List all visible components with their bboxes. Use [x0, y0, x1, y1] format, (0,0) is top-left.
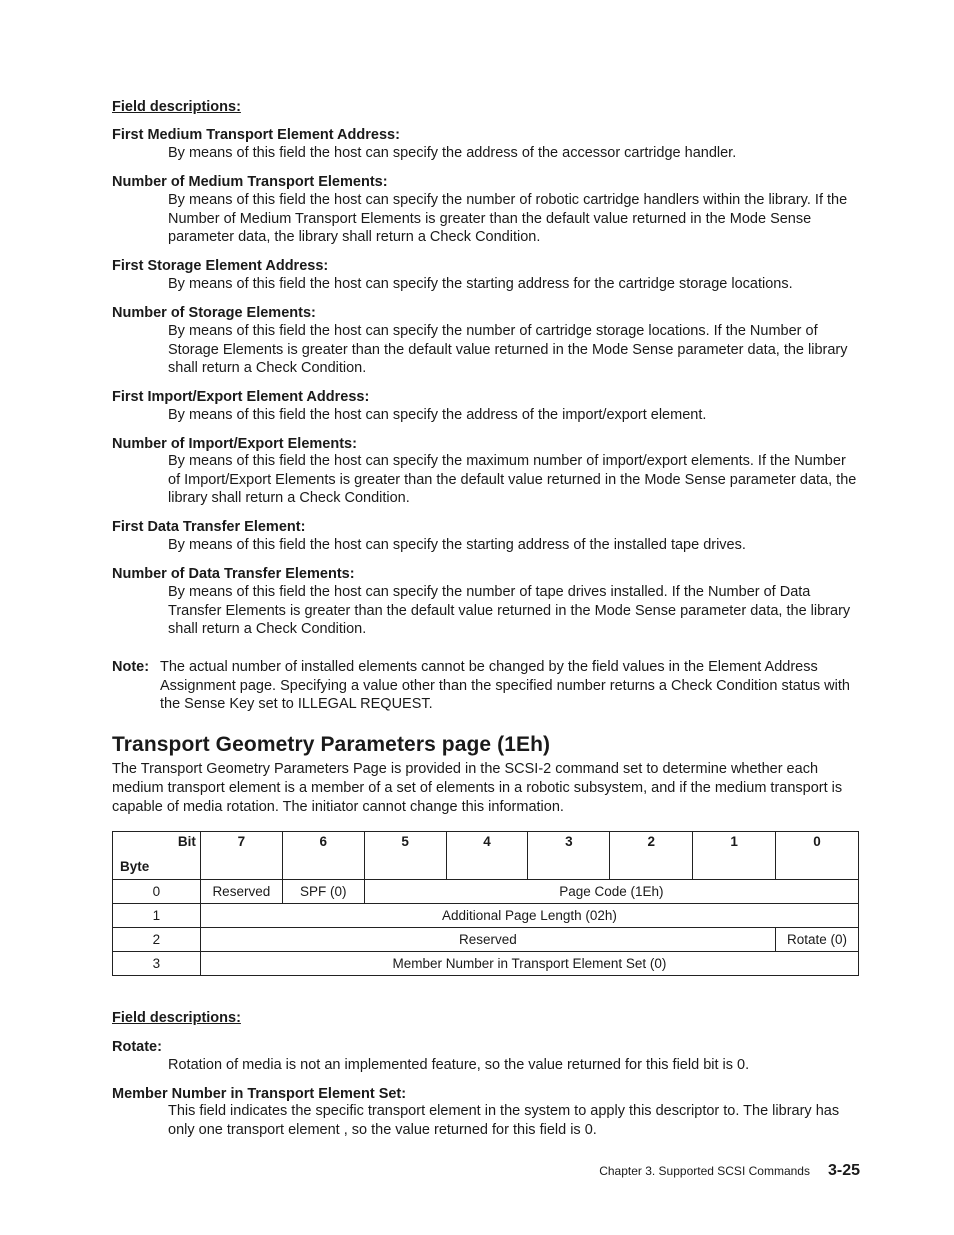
byte-number: 3 [113, 952, 201, 976]
section-title: Transport Geometry Parameters page (1Eh) [112, 733, 551, 756]
table-header-row [113, 832, 859, 880]
field-descriptions-heading: Field descriptions: [112, 99, 241, 115]
field-descriptions-heading: Field descriptions: [112, 1010, 241, 1026]
field-term: Member Number in Transport Element Set: [112, 1086, 407, 1102]
field-description: Rotation of media is not an implemented feature, so the value returned for this field bit is 0. [168, 1057, 750, 1073]
page-footer [585, 1162, 860, 1180]
field-term: Number of Import/Export Elements: [112, 436, 357, 452]
page-length-cell: Additional Page Length (02h) [200, 904, 858, 928]
register-table [112, 831, 859, 976]
spf-cell: SPF (0) [282, 880, 364, 904]
field-description: By means of this field the host can specify the starting address for the cartridge storage locations. [168, 276, 793, 292]
field-term: Number of Data Transfer Elements: [112, 566, 355, 582]
field-term: First Storage Element Address: [112, 258, 329, 274]
bit-label: Bit [177, 834, 196, 849]
table-row [113, 928, 859, 952]
field-term: Rotate: [112, 1039, 162, 1055]
field-description: This field indicates the specific transport element in the system to apply this descriptor to. The library has only one transport element , so the value returned for this field is 0. [168, 1103, 840, 1138]
page-code-cell: Page Code (1Eh) [364, 880, 858, 904]
field-term: First Medium Transport Element Address: [112, 127, 400, 143]
field-description: By means of this field the host can specify the address of the accessor cartridge handler. [168, 145, 737, 161]
bit-number: 6 [282, 832, 364, 880]
byte-label: Byte [120, 859, 150, 874]
reserved-cell: Reserved [200, 928, 775, 952]
field-term: First Data Transfer Element: [112, 519, 306, 535]
field-description: By means of this field the host can specify the maximum number of import/export elements. If the Number of Import/Export Elements is greater than the default value returned in the Mode Sense parameter data, the library shall return a Check Condition. [168, 453, 857, 507]
member-number-cell: Member Number in Transport Element Set (0) [200, 952, 858, 976]
note-label: Note: [112, 659, 150, 675]
chapter-title: Chapter 3. Supported SCSI Commands [599, 1164, 810, 1178]
rotate-cell: Rotate (0) [776, 928, 859, 952]
field-term: Number of Storage Elements: [112, 305, 316, 321]
table-row [113, 904, 859, 928]
page-number: 3-25 [827, 1162, 860, 1179]
byte-number: 1 [113, 904, 201, 928]
table-row [113, 952, 859, 976]
bit-number: 5 [364, 832, 446, 880]
byte-number: 2 [113, 928, 201, 952]
section-intro: The Transport Geometry Parameters Page is provided in the SCSI-2 command set to determine whether each medium transport element is a member of a set of elements in a robotic subsystem, and if the medium transport is capable of media rotation. The initiator cannot change this information. [112, 761, 843, 815]
reserved-cell: Reserved [200, 880, 282, 904]
bit-byte-corner [113, 832, 201, 880]
field-description: By means of this field the host can specify the address of the import/export element. [168, 407, 707, 423]
field-description: By means of this field the host can specify the number of cartridge storage locations. If the Number of Storage Elements is greater than the default value returned in the Mode Sense parameter data, the library shall return a Check Condition. [168, 323, 848, 377]
field-description: By means of this field the host can specify the number of tape drives installed. If the Number of Data Transfer Elements is greater than the default value returned in the Mode Sense parameter data, the library shall return a Check Condition. [168, 584, 851, 638]
field-term: Number of Medium Transport Elements: [112, 174, 388, 190]
bit-number: 7 [200, 832, 282, 880]
bit-number: 3 [528, 832, 610, 880]
bit-number: 0 [776, 832, 859, 880]
note-text: The actual number of installed elements cannot be changed by the field values in the Element Address Assignment page. Specifying a value other than the specified number returns a Check Condition status with the Sense Key set to ILLEGAL REQUEST. [160, 659, 850, 713]
field-term: First Import/Export Element Address: [112, 389, 370, 405]
bit-number: 4 [446, 832, 528, 880]
field-description: By means of this field the host can specify the starting address of the installed tape drives. [168, 537, 746, 553]
byte-number: 0 [113, 880, 201, 904]
bit-number: 1 [693, 832, 776, 880]
bit-number: 2 [610, 832, 693, 880]
table-row [113, 880, 859, 904]
field-description: By means of this field the host can specify the number of robotic cartridge handlers within the library. If the Number of Medium Transport Elements is greater than the default value returned in the Mode Sense parameter data, the library shall return a Check Condition. [168, 192, 848, 246]
